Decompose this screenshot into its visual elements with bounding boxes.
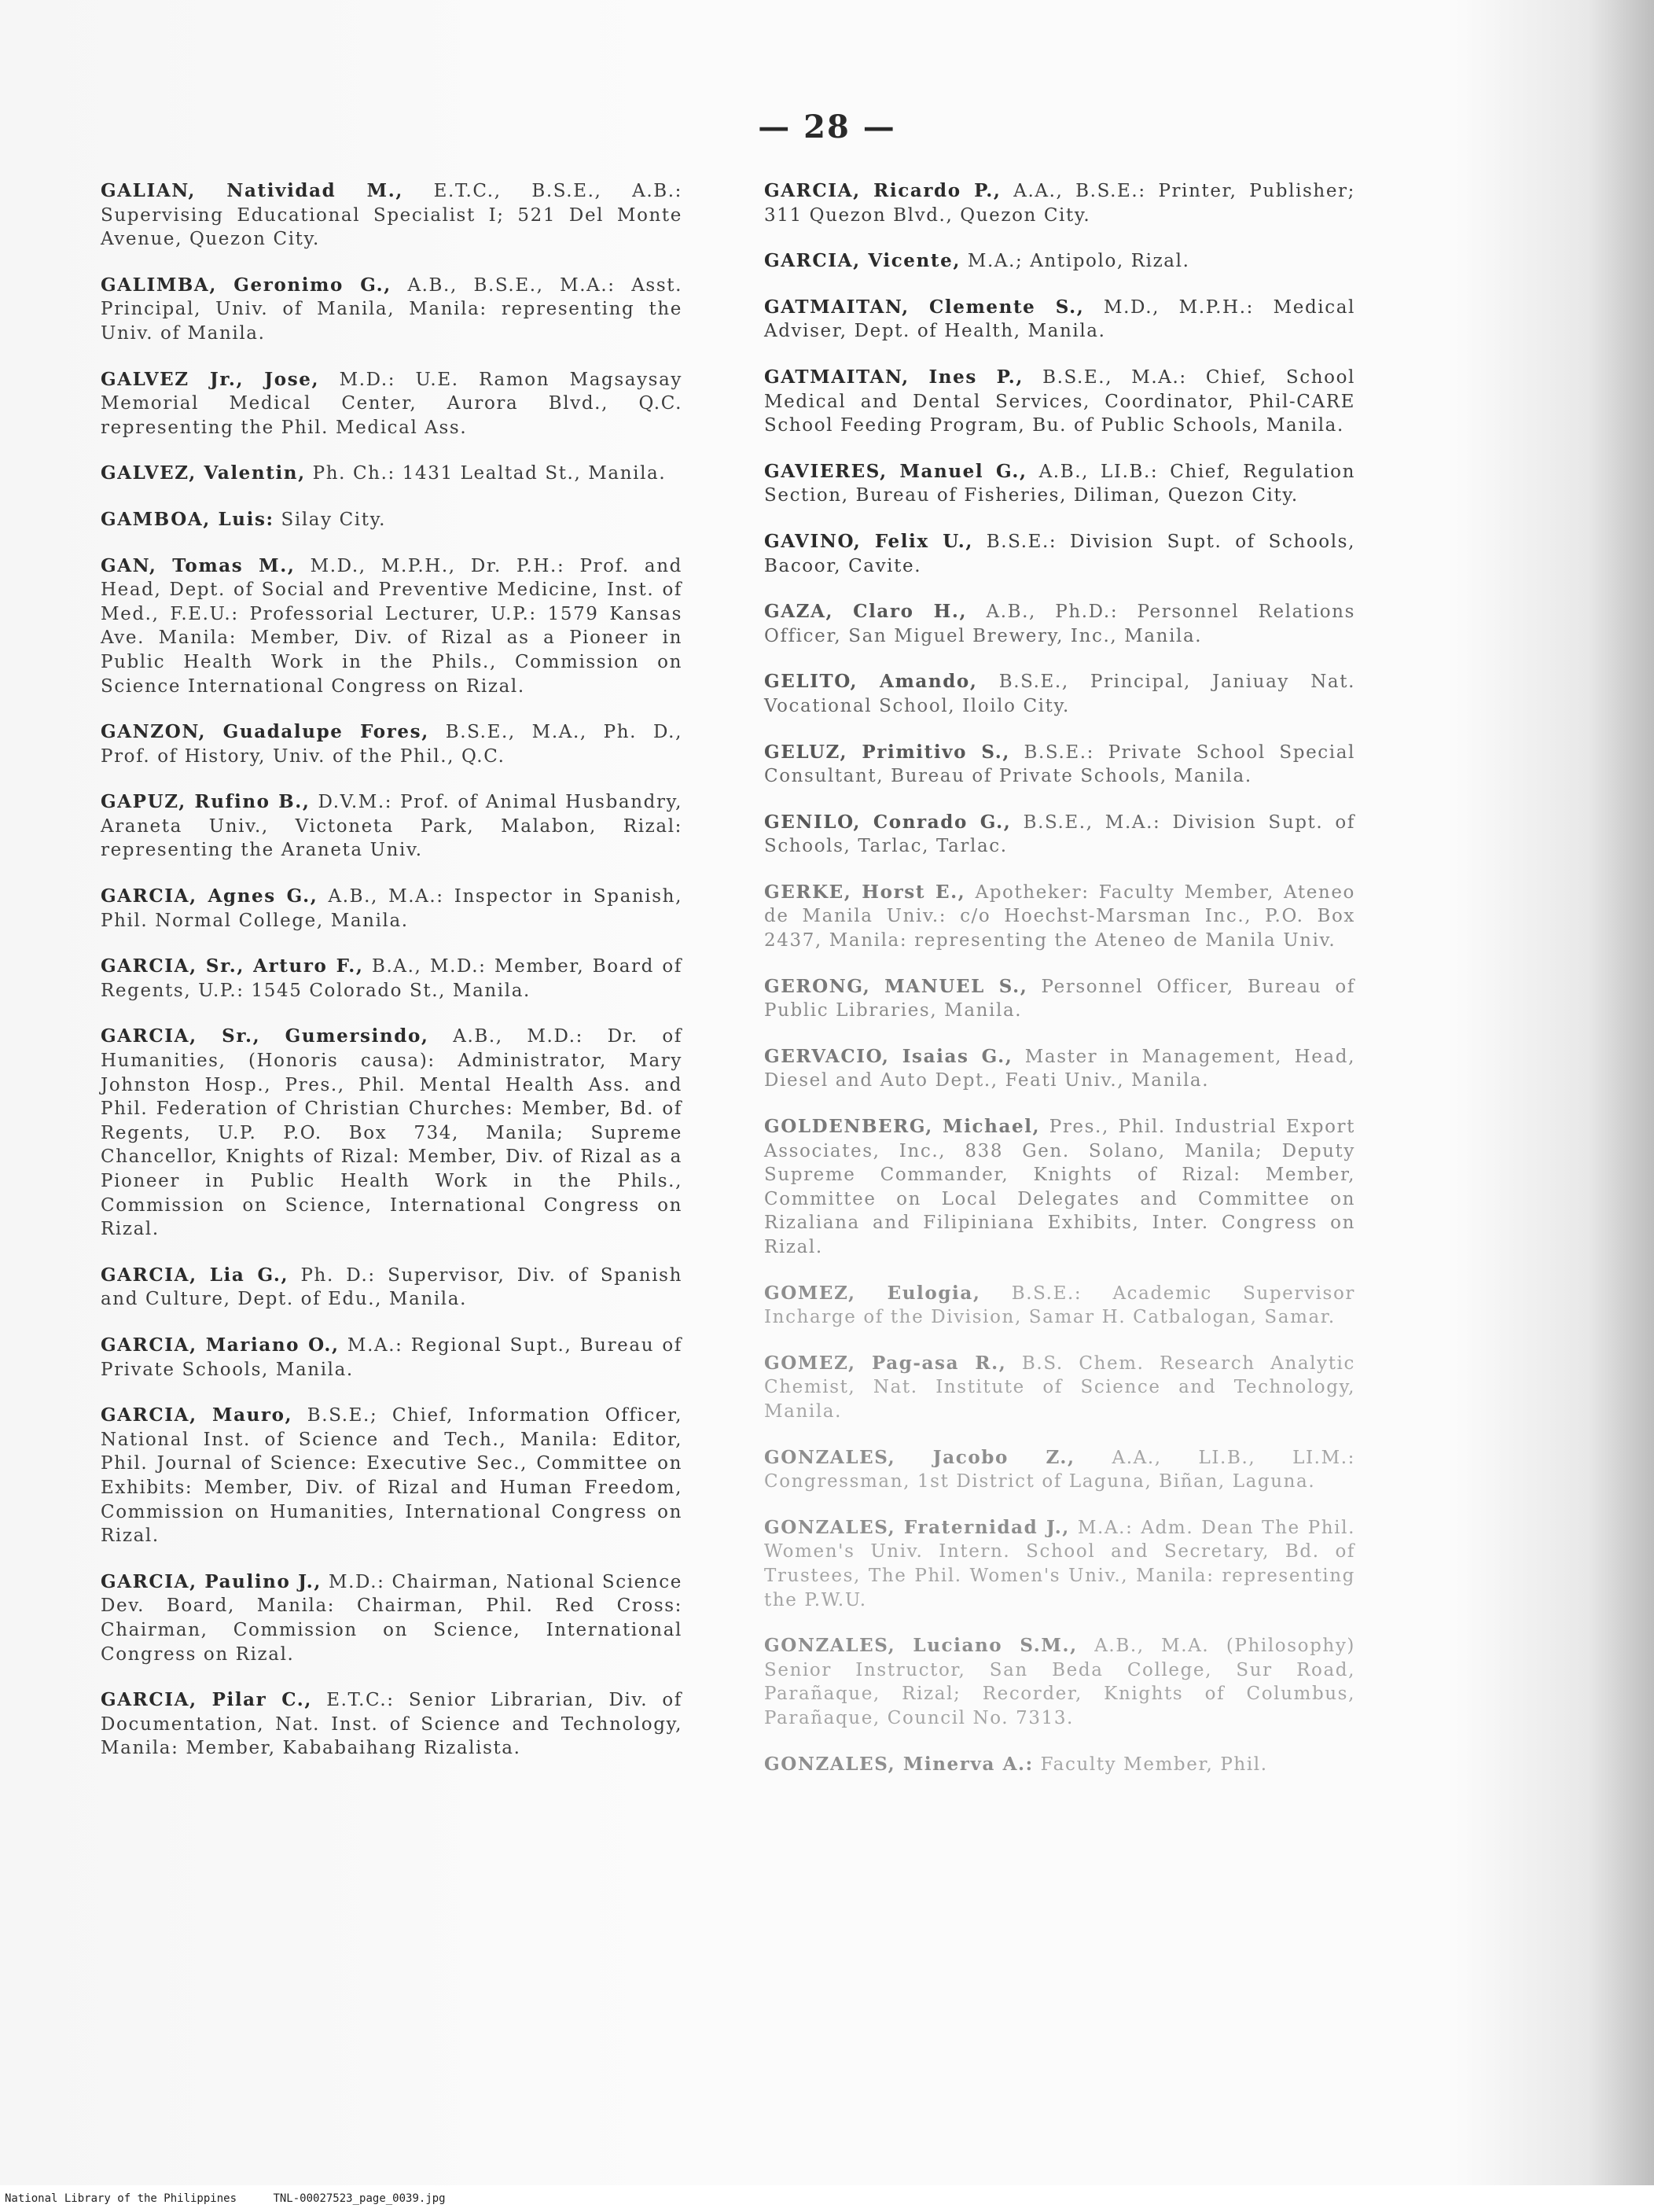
entry-name: GAMBOA, Luis:: [101, 508, 274, 530]
directory-entry: [764, 249, 1355, 274]
entry-details: M.D., M.P.H.: Medical Adviser, Dept. of Health, Manila.: [764, 296, 1355, 342]
right-column: [764, 179, 1355, 1798]
entry-name: GONZALES, Fraternidad J.,: [764, 1516, 1070, 1538]
entry-details: A.B., Ph.D.: Personnel Relations Officer, San Miguel Brewery, Inc., Manila.: [764, 602, 1355, 646]
entry-name: GATMAITAN, Clemente S.,: [764, 296, 1085, 318]
directory-entry: [101, 885, 682, 933]
directory-entry: [764, 460, 1355, 508]
entry-details: B.S.E.: Division Supt. of Schools, Bacoor, Cavite.: [764, 531, 1355, 576]
entry-details: Silay City.: [281, 509, 387, 530]
entry-details: B.S.E.: Private School Special Consultant, Bureau of Private Schools, Manila.: [764, 742, 1355, 787]
directory-entry: [764, 975, 1355, 1023]
directory-entry: [764, 1446, 1355, 1494]
entry-name: GERKE, Horst E.,: [764, 881, 966, 903]
directory-entry: [764, 530, 1355, 578]
entry-details: Apotheker: Faculty Member, Ateneo de Manila Univ.: c/o Hoechst-Marsman Inc., P.O. Box 2437, Manila: representing the Ateneo de Manila Univ.: [764, 881, 1355, 951]
entry-details: A.A., LI.B., LI.M.: Congressman, 1st District of Laguna, Biñan, Laguna.: [764, 1447, 1355, 1492]
directory-entry: [764, 741, 1355, 789]
entry-name: GARCIA, Paulino J.,: [101, 1570, 322, 1592]
directory-entry: [764, 1634, 1355, 1730]
entry-details: E.T.C.: Senior Librarian, Div. of Documentation, Nat. Inst. of Science and Technology, Manila: Member, Kababaihang Rizalista.: [101, 1690, 682, 1759]
directory-entry: [101, 274, 682, 346]
entry-details: M.A.: Adm. Dean The Phil. Women's Univ. Intern. School and Secretary, Bd. of Trustees, The Phil. Women's Univ., Manila: representing the P.W.U.: [764, 1517, 1355, 1610]
entry-details: D.V.M.: Prof. of Animal Husbandry, Araneta Univ., Victoneta Park, Malabon, Rizal: representing the Araneta Univ.: [101, 792, 682, 861]
entry-details: A.B., M.A. (Philosophy) Senior Instructor, San Beda College, Sur Road, Parañaque, Rizal; Recorder, Knights of Columbus, Parañaque, Council No. 7313.: [764, 1636, 1355, 1728]
entry-details: Ph. Ch.: 1431 Lealtad St., Manila.: [312, 463, 667, 484]
entry-name: GARCIA, Ricardo P.,: [764, 180, 1002, 201]
directory-entry: [764, 366, 1355, 438]
entry-name: GARCIA, Vicente,: [764, 250, 961, 272]
entry-name: GOLDENBERG, Michael,: [764, 1116, 1041, 1138]
entry-name: GANZON, Guadalupe Fores,: [101, 721, 429, 743]
entry-name: GERONG, MANUEL S.,: [764, 975, 1028, 997]
entry-details: A.B., M.D.: Dr. of Humanities, (Honoris causa): Administrator, Mary Johnston Hosp., Pres., Phil. Mental Health Ass. and Phil. Federation of Christian Churches: Member, Bd. of Regents, U.P. P.O. Box 734, Manila; Supreme Chancellor, Knights of Rizal: Member, Div. of Rizal as a Pioneer in Public Health Work in the Phils., Commission on Science, International Congress on Rizal.: [101, 1026, 682, 1240]
entry-details: M.A.; Antipolo, Rizal.: [967, 251, 1190, 272]
entry-name: GARCIA, Sr., Arturo F.,: [101, 955, 364, 977]
entry-name: GOMEZ, Pag-asa R.,: [764, 1352, 1007, 1374]
entry-details: B.S.E., M.A., Ph. D., Prof. of History, Univ. of the Phil., Q.C.: [101, 722, 682, 767]
directory-entry: [764, 1352, 1355, 1424]
entry-name: GAN, Tomas M.,: [101, 554, 296, 576]
entry-name: GAVIERES, Manuel G.,: [764, 460, 1027, 482]
directory-entry: [764, 1753, 1355, 1777]
directory-entry: [101, 1264, 682, 1312]
entry-details: A.A., B.S.E.: Printer, Publisher; 311 Quezon Blvd., Quezon City.: [764, 181, 1355, 226]
entry-name: GARCIA, Agnes G.,: [101, 885, 318, 907]
entry-details: A.B., LI.B.: Chief, Regulation Section, Bureau of Fisheries, Diliman, Quezon City.: [764, 461, 1355, 506]
directory-entry: [764, 1516, 1355, 1612]
footer-source: National Library of the Philippines: [5, 2192, 237, 2205]
entry-details: Master in Management, Head, Diesel and Auto Dept., Feati Univ., Manila.: [764, 1046, 1355, 1091]
directory-entry: [101, 790, 682, 863]
entry-name: GAVINO, Felix U.,: [764, 530, 973, 552]
directory-entry: [764, 296, 1355, 344]
entry-name: GONZALES, Jacobo Z.,: [764, 1446, 1075, 1468]
directory-entry: [101, 508, 682, 532]
page-number: — 28 —: [758, 109, 896, 145]
entry-details: Faculty Member, Phil.: [1040, 1754, 1268, 1775]
entry-details: M.D.: Chairman, National Science Dev. Board, Manila: Chairman, Phil. Red Cross: Chairman, Commission on Science, International Congress on Rizal.: [101, 1571, 682, 1665]
entry-details: Pres., Phil. Industrial Export Associates, Inc., 838 Gen. Solano, Manila; Deputy Supreme Commander, Knights of Rizal: Member, Committee on Local Delegates and Committee on Rizaliana and Filipiniana Exhibits, Inter. Congress on Rizal.: [764, 1117, 1355, 1257]
entry-name: GALVEZ, Valentin,: [101, 462, 306, 484]
directory-entry: [764, 179, 1355, 227]
directory-entry: [101, 554, 682, 699]
entry-details: B.S. Chem. Research Analytic Chemist, Nat. Institute of Science and Technology, Manila.: [764, 1353, 1355, 1422]
entry-details: M.D., M.P.H., Dr. P.H.: Prof. and Head, Dept. of Social and Preventive Medicine, Inst. of Med., F.E.U.: Professorial Lecturer, U.P.: 1579 Kansas Ave. Manila: Member, Div. of Rizal as a Pioneer in Public Health Work in the Phils., Commission on Science International Congress on Rizal.: [101, 555, 682, 697]
entry-details: B.S.E.: Academic Supervisor Incharge of the Division, Samar H. Catbalogan, Samar.: [764, 1283, 1355, 1328]
directory-entry: [764, 670, 1355, 718]
entry-name: GENILO, Conrado G.,: [764, 811, 1012, 833]
directory-entry: [764, 1045, 1355, 1093]
entry-name: GALIMBA, Geronimo G.,: [101, 274, 391, 296]
entry-name: GALIAN, Natividad M.,: [101, 180, 403, 201]
entry-details: B.S.E., M.A.: Division Supt. of Schools, Tarlac, Tarlac.: [764, 812, 1355, 857]
entry-name: GARCIA, Sr., Gumersindo,: [101, 1025, 429, 1047]
entry-name: GELUZ, Primitivo S.,: [764, 741, 1010, 763]
entry-details: B.S.E., M.A.: Chief, School Medical and Dental Services, Coordinator, Phil-CARE School Feeding Program, Bu. of Public Schools, Manila.: [764, 366, 1355, 436]
entry-name: GAPUZ, Rufino B.,: [101, 791, 311, 813]
directory-entry: [764, 600, 1355, 648]
entry-details: M.A.: Regional Supt., Bureau of Private Schools, Manila.: [101, 1334, 682, 1380]
footer-filename: TNL-00027523_page_0039.jpg: [273, 2192, 446, 2205]
entry-name: GERVACIO, Isaias G.,: [764, 1045, 1013, 1067]
entry-name: GALVEZ Jr., Jose,: [101, 368, 320, 390]
directory-entry: [764, 811, 1355, 859]
directory-entry: [764, 881, 1355, 953]
directory-entry: [101, 1688, 682, 1761]
entry-name: GARCIA, Mariano O.,: [101, 1334, 340, 1356]
entry-name: GAZA, Claro H.,: [764, 601, 968, 623]
entry-details: A.B., B.S.E., M.A.: Asst. Principal, Univ. of Manila, Manila: representing the Univ. of Manila.: [101, 274, 682, 344]
entry-name: GARCIA, Lia G.,: [101, 1264, 289, 1286]
directory-entry: [101, 462, 682, 486]
directory-entry: [101, 720, 682, 768]
entry-details: Personnel Officer, Bureau of Public Libraries, Manila.: [764, 976, 1355, 1021]
entry-name: GARCIA, Pilar C.,: [101, 1689, 313, 1711]
directory-entry: [101, 1404, 682, 1548]
directory-entry: [764, 1115, 1355, 1260]
entry-name: GELITO, Amando,: [764, 671, 978, 693]
entry-name: GATMAITAN, Ines P.,: [764, 366, 1024, 388]
entry-details: B.A., M.D.: Member, Board of Regents, U.P.: 1545 Colorado St., Manila.: [101, 956, 682, 1001]
entry-name: GARCIA, Mauro,: [101, 1404, 293, 1426]
entry-details: B.S.E., Principal, Janiuay Nat. Vocational School, Iloilo City.: [764, 672, 1355, 716]
directory-entry: [101, 1570, 682, 1666]
directory-entry: [101, 955, 682, 1003]
entry-name: GONZALES, Luciano S.M.,: [764, 1635, 1078, 1657]
entry-name: GOMEZ, Eulogia,: [764, 1282, 981, 1304]
entry-name: GONZALES, Minerva A.:: [764, 1753, 1034, 1775]
entry-details: E.T.C., B.S.E., A.B.: Supervising Educational Specialist I; 521 Del Monte Avenue, Quezon City.: [101, 181, 682, 250]
entry-details: M.D.: U.E. Ramon Magsaysay Memorial Medical Center, Aurora Blvd., Q.C. representing the Phil. Medical Ass.: [101, 369, 682, 438]
left-column: [101, 179, 682, 1783]
directory-entry: [101, 179, 682, 252]
directory-entry: [101, 1334, 682, 1382]
directory-entry: [101, 368, 682, 440]
directory-entry: [101, 1025, 682, 1241]
directory-entry: [764, 1282, 1355, 1330]
entry-details: A.B., M.A.: Inspector in Spanish, Phil. Normal College, Manila.: [101, 886, 682, 931]
entry-details: Ph. D.: Supervisor, Div. of Spanish and Culture, Dept. of Edu., Manila.: [101, 1264, 682, 1310]
entry-details: B.S.E.; Chief, Information Officer, National Inst. of Science and Tech., Manila: Editor, Phil. Journal of Science: Executive Sec., Committee on Exhibits: Member, Div. of Rizal and Human Freedom, Commission on Humanities, International Congress on Rizal.: [101, 1405, 683, 1547]
scan-footer: [0, 2185, 1654, 2212]
